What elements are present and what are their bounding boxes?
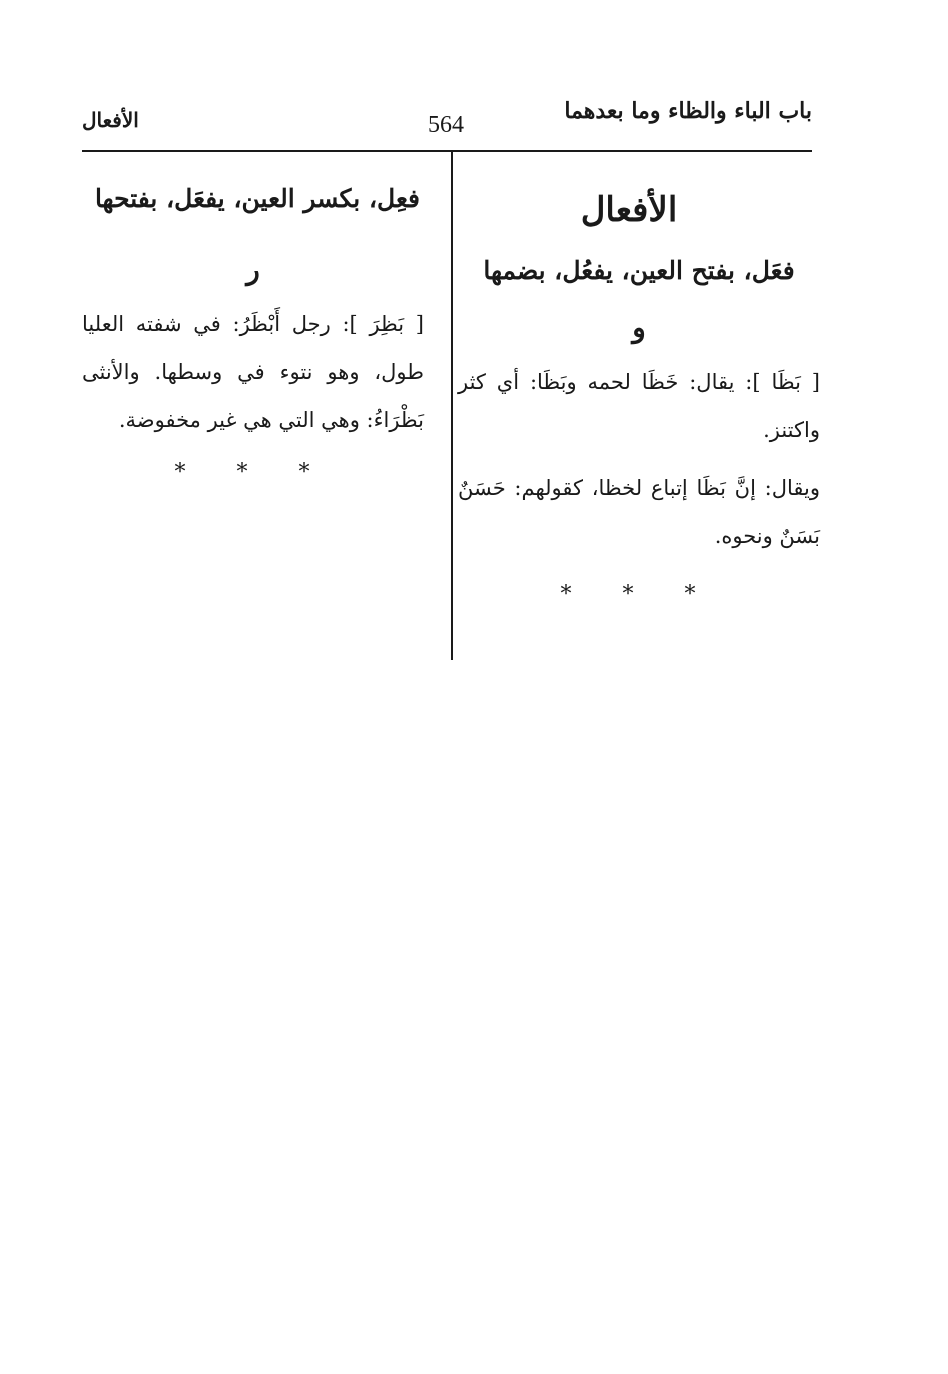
section-separator: * * * bbox=[560, 582, 718, 607]
right-column bbox=[458, 190, 820, 607]
page-header bbox=[82, 98, 812, 146]
column-divider bbox=[451, 152, 453, 660]
verb-pattern-heading: فعَل، بفتح العين، يفعُل، بضمها bbox=[483, 256, 795, 285]
dictionary-entry: [ بَظَا ]: يقال: خَظَا لحمه وبَظَا: أي كثر واكتنز. bbox=[458, 370, 820, 442]
left-column bbox=[82, 184, 424, 485]
root-letter-heading: و bbox=[632, 311, 646, 344]
running-section-title: الأفعال bbox=[82, 108, 139, 132]
section-title: الأفعال bbox=[580, 190, 678, 230]
dictionary-entry: ويقال: إنَّ بَظَا إتباع لخظا، كقولهم: حَسَنٌ بَسَنٌ ونحوه. bbox=[458, 476, 820, 548]
section-separator: * * * bbox=[174, 460, 332, 485]
header-rule bbox=[82, 150, 812, 152]
verb-pattern-heading: فعِل، بكسر العين، يفعَل، بفتحها bbox=[94, 184, 420, 213]
page-number: 564 bbox=[428, 112, 464, 138]
root-letter-heading: ر bbox=[246, 253, 260, 286]
chapter-title: باب الباء والظاء وما بعدهما bbox=[564, 98, 812, 124]
dictionary-entry: [ بَظِرَ ]: رجل أَبْظَرُ: في شفته العليا طول، وهو نتوء في وسطها. والأنثى بَظْرَاءُ: وهي التي هي غير مخفوضة. bbox=[82, 312, 424, 432]
